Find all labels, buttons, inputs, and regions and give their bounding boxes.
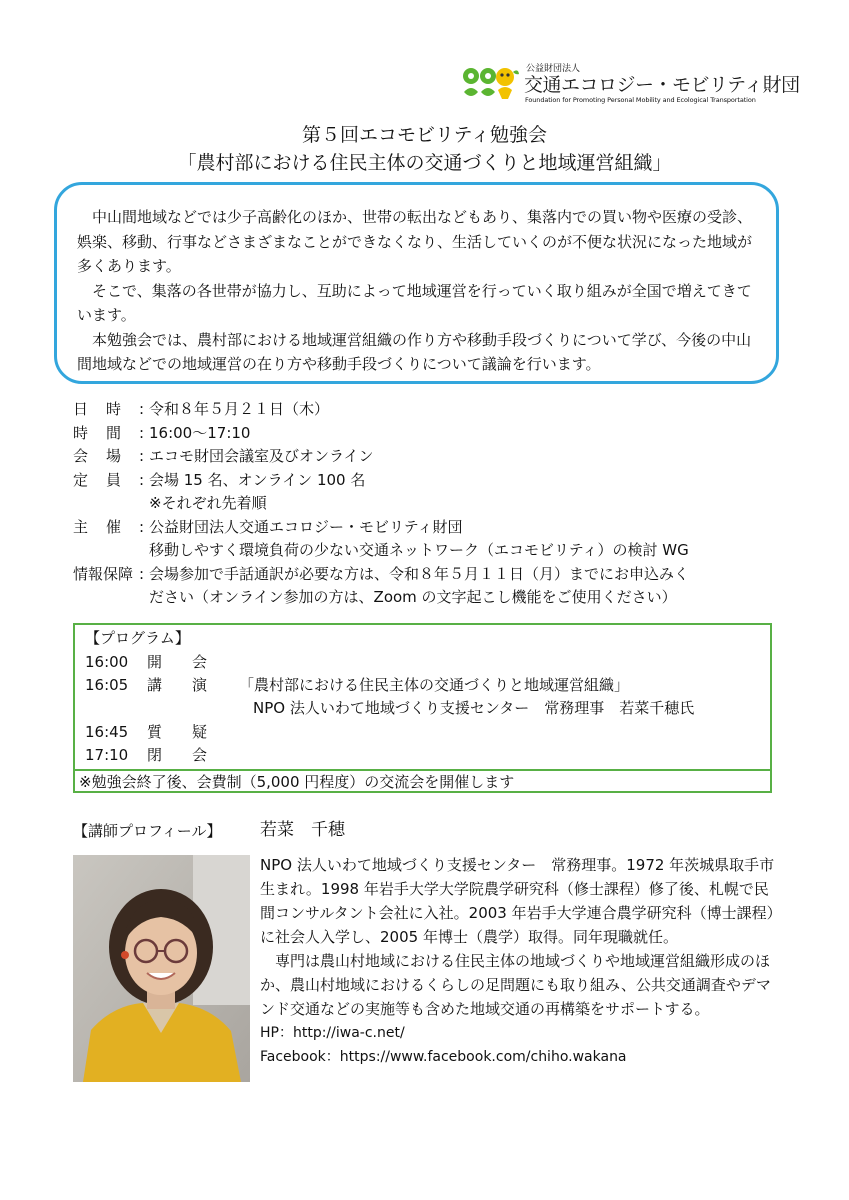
program-heading: 【プログラム】 (85, 629, 190, 647)
detail-value: 16:00～17:10 (149, 423, 251, 442)
program-row (85, 721, 239, 744)
program-time: 16:05 (85, 676, 129, 694)
detail-value: エコモ財団会議室及びオンライン (149, 447, 374, 465)
program-time: 17:10 (85, 746, 129, 764)
bio-paragraph: NPO 法人いわて地域づくり支援センター 常務理事。1972 年茨城県取手市生まれ。1998 年岩手大学大学院農学研究科（修士課程）修了後、札幌で民間コンサルタント会社に入社。2003 年岩手大学連合農学研究科（博士課程）に社会人入学し、2005 年博士（農学）取得。同年現職就任。 (260, 856, 775, 946)
speaker-photo (73, 855, 250, 1082)
logo-name-en: Foundation for Promoting Personal Mobility and Ecological Transportation (525, 96, 756, 104)
detail-row-host (73, 516, 803, 563)
speaker-portrait-image (73, 855, 250, 1082)
logo-org-type: 公益財団法人 (526, 64, 581, 74)
eco-mobility-logo-icon (462, 66, 520, 102)
program-row (85, 674, 629, 697)
bio-paragraph: 専門は農山村地域における住民主体の地域づくりや地域運営組織形成のほか、農山村地域におけるくらしの足問題にも取り組み、公共交通調査やデマンド交通などの実施等も含めた地域交通の再構築をサポートする。 (260, 952, 771, 1018)
detail-value: 公益財団法人交通エコロジー・モビリティ財団 移動しやすく環境負荷の少ない交通ネットワーク（エコモビリティ）の検討 WG (149, 517, 689, 559)
homepage-link[interactable]: HP：http://iwa-c.net/ (260, 1025, 405, 1041)
facebook-link[interactable]: Facebook：https://www.facebook.com/chiho.wakana (260, 1049, 627, 1065)
program-row (85, 744, 239, 767)
speaker-bio (260, 853, 780, 1069)
program-item: 開 会 (147, 653, 208, 671)
program-item: 閉 会 (147, 746, 208, 764)
detail-label: 定 員 : (73, 470, 145, 489)
program-note: ※勉強会終了後、会費制（5,000 円程度）の交流会を開催します (75, 769, 770, 791)
program-lecture-title: 「農村部における住民主体の交通づくりと地域運営組織」 (239, 676, 630, 694)
detail-row-capacity (73, 469, 803, 516)
detail-value: 会場参加で手話通訳が必要な方は、令和８年５月１１日（月）までにお申込みく ださい（オンライン参加の方は、Zoom の文字起こし機能をご使用ください） (149, 564, 690, 606)
program-time: 16:45 (85, 723, 129, 741)
program-item: 質 疑 (147, 723, 208, 741)
detail-value: 会場 15 名、オンライン 100 名 ※それぞれ先着順 (149, 470, 366, 512)
page-title: 第５回エコモビリティ勉強会 (301, 124, 548, 146)
speaker-name: 若菜 千穂 (260, 820, 345, 840)
profile-heading: 【講師プロフィール】 (73, 822, 222, 840)
detail-label: 日 時 : (73, 400, 145, 418)
detail-label: 主 催 : (73, 517, 145, 536)
event-details (73, 398, 803, 610)
detail-row-time (73, 422, 803, 446)
intro-paragraph: 中山間地域などでは少子高齢化のほか、世帯の転出などもあり、集落内での買い物や医療の受診、娯楽、移動、行事などさまざまなことができなくなり、生活していくのが不便な状況になった地域が多くあります。 (77, 208, 753, 275)
detail-label: 情報保障 : (73, 564, 145, 583)
logo-name: 交通エコロジー・モビリティ財団 (524, 74, 800, 96)
intro-paragraph: そこで、集落の各世帯が協力し、互助によって地域運営を行っていく取り組みが全国で増えてきています。 (77, 281, 752, 324)
detail-value: 令和８年５月２１日（木） (149, 400, 330, 418)
foundation-logo (462, 64, 800, 106)
page-subtitle: 「農村部における住民主体の交通づくりと地域運営組織」 (177, 152, 672, 174)
program-box (73, 623, 772, 793)
detail-label: 会 場 : (73, 447, 145, 465)
program-presenter: NPO 法人いわて地域づくり支援センター 常務理事 若菜千穂氏 (253, 699, 695, 717)
intro-box (54, 182, 779, 384)
program-time: 16:00 (85, 653, 129, 671)
detail-row-venue (73, 445, 803, 469)
intro-text (77, 205, 765, 377)
program-item: 講 演 (147, 676, 208, 694)
intro-paragraph: 本勉強会では、農村部における地域運営組織の作り方や移動手段づくりについて学び、今後の中山間地域などでの地域運営の在り方や移動手段づくりについて議論を行います。 (77, 330, 752, 373)
program-row (85, 651, 239, 674)
detail-row-date (73, 398, 803, 422)
detail-label: 時 間 : (73, 423, 145, 442)
detail-row-accessibility (73, 563, 803, 610)
